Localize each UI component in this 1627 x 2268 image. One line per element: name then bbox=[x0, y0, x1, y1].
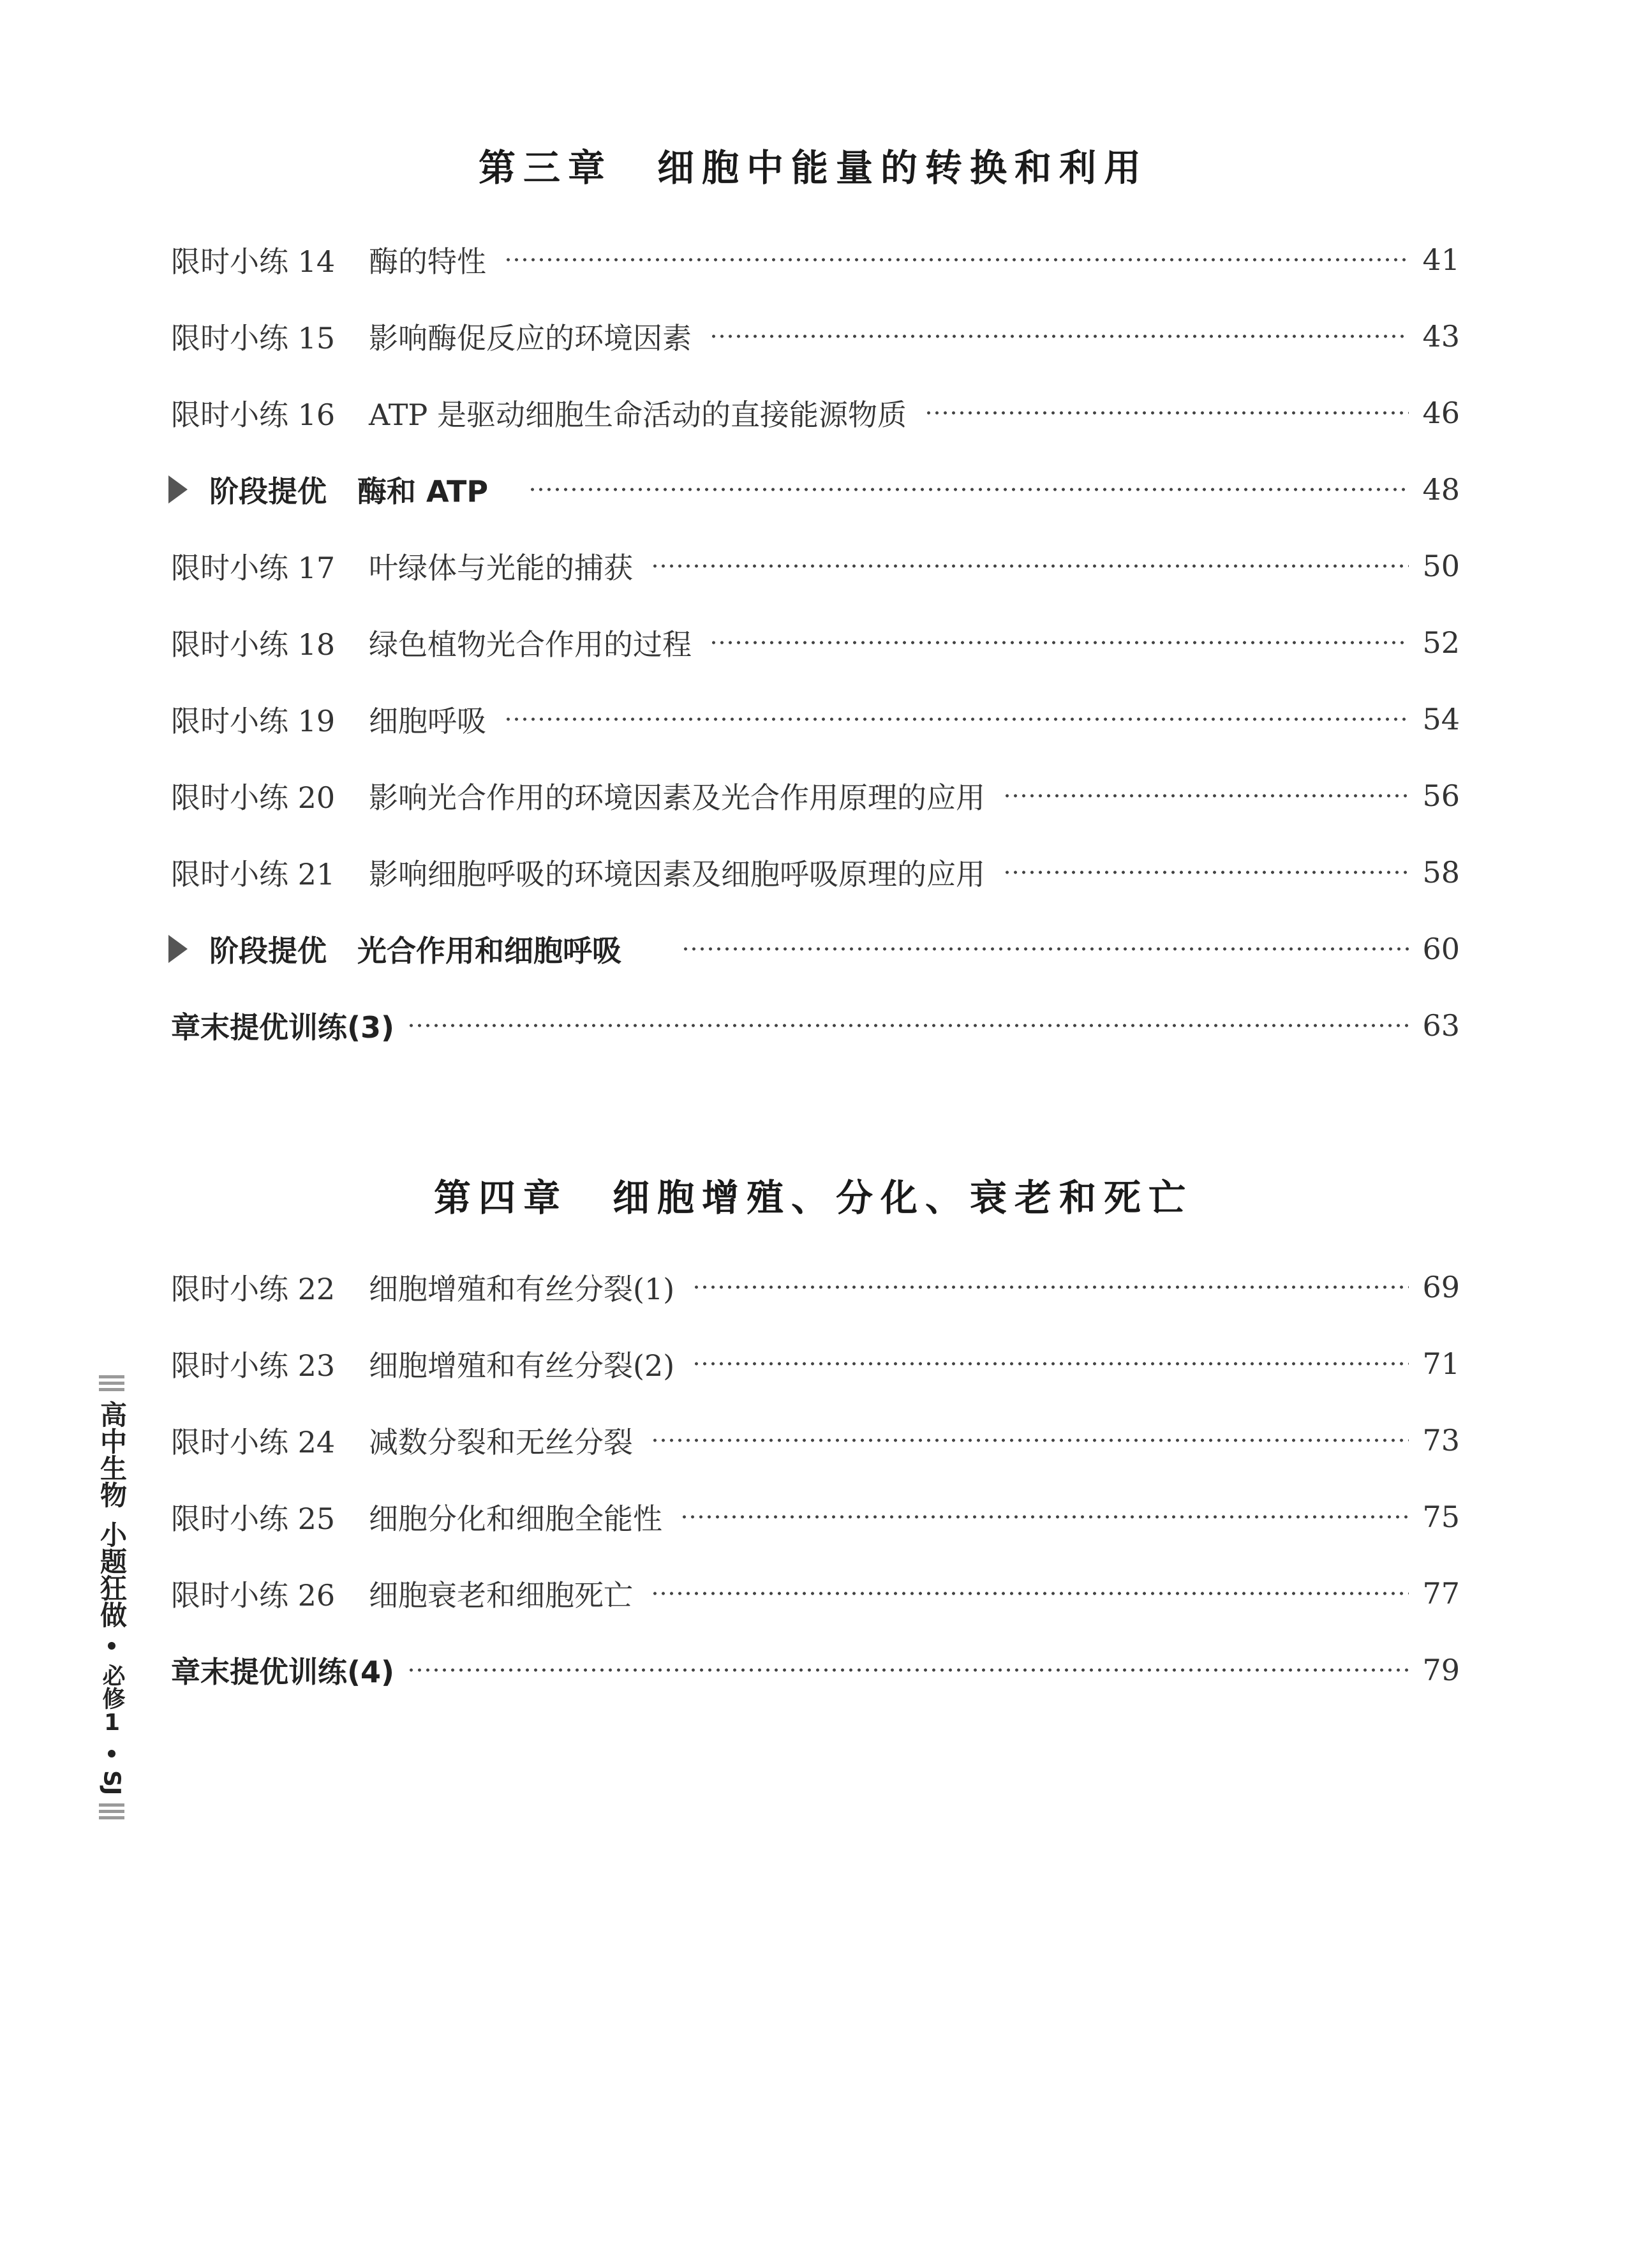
toc-entry[interactable] bbox=[171, 1341, 1460, 1386]
entry-page: 43 bbox=[1422, 319, 1460, 354]
entry-title: 细胞增殖和有丝分裂(1) bbox=[369, 1272, 675, 1306]
toc-entry[interactable] bbox=[171, 1418, 1460, 1463]
entry-title: 影响酶促反应的环境因素 bbox=[369, 321, 692, 355]
entry-title: 绿色植物光合作用的过程 bbox=[369, 627, 692, 662]
leader-dots bbox=[651, 1438, 1409, 1442]
leader-dots bbox=[407, 1668, 1409, 1672]
entry-title: ATP 是驱动细胞生命活动的直接能源物质 bbox=[369, 398, 907, 432]
entry-number: 限时小练 20 bbox=[171, 780, 336, 815]
entry-page: 58 bbox=[1422, 855, 1460, 890]
triangle-marker-icon bbox=[168, 475, 188, 504]
toc-entry-review[interactable] bbox=[171, 1003, 1460, 1048]
toc-entry[interactable] bbox=[171, 1495, 1460, 1539]
entry-number: 限时小练 23 bbox=[171, 1348, 336, 1383]
entry-title: 酶的特性 bbox=[369, 244, 486, 279]
entry-number: 限时小练 25 bbox=[171, 1502, 336, 1536]
leader-dots bbox=[709, 334, 1409, 338]
entry-number: 限时小练 17 bbox=[171, 551, 336, 585]
entry-page: 56 bbox=[1422, 779, 1460, 813]
entry-number: 限时小练 14 bbox=[171, 244, 336, 279]
entry-page: 54 bbox=[1422, 702, 1460, 736]
toc-entry[interactable] bbox=[171, 773, 1460, 818]
stage-tag: 阶段提优 bbox=[209, 934, 327, 968]
entry-page: 60 bbox=[1422, 932, 1460, 966]
triangle-marker-icon bbox=[168, 935, 188, 963]
entry-page: 75 bbox=[1422, 1500, 1460, 1534]
edition-label: SJ bbox=[98, 1770, 125, 1796]
leader-dots bbox=[528, 488, 1409, 491]
entry-page: 77 bbox=[1422, 1576, 1460, 1611]
entry-page: 52 bbox=[1422, 625, 1460, 660]
entry-page: 79 bbox=[1422, 1653, 1460, 1687]
toc-entry[interactable] bbox=[171, 237, 1460, 282]
leader-dots bbox=[504, 258, 1409, 262]
subject-label: 高中生物 bbox=[96, 1401, 128, 1508]
entry-title: 酶和 ATP bbox=[357, 474, 489, 509]
entry-number: 限时小练 19 bbox=[171, 704, 336, 738]
leader-dots bbox=[407, 1024, 1409, 1027]
decorative-bars bbox=[99, 1800, 124, 1823]
entry-title: 光合作用和细胞呼吸 bbox=[357, 934, 621, 968]
toc-entry-review[interactable] bbox=[171, 1648, 1460, 1692]
side-brand bbox=[96, 1372, 128, 1823]
entry-title: 细胞衰老和细胞死亡 bbox=[369, 1578, 633, 1613]
decorative-bars bbox=[99, 1372, 124, 1394]
entry-number: 限时小练 16 bbox=[171, 398, 336, 432]
leader-dots bbox=[651, 564, 1409, 568]
toc-entry[interactable] bbox=[171, 1571, 1460, 1616]
entry-title: 减数分裂和无丝分裂 bbox=[369, 1425, 633, 1459]
entry-page: 41 bbox=[1422, 242, 1460, 277]
entry-page: 69 bbox=[1422, 1270, 1460, 1304]
entry-title: 叶绿体与光能的捕获 bbox=[369, 551, 633, 585]
entry-page: 63 bbox=[1422, 1008, 1460, 1043]
leader-dots bbox=[680, 1515, 1409, 1519]
separator-dot bbox=[108, 1750, 115, 1757]
toc-entry[interactable] bbox=[171, 544, 1460, 588]
entry-page: 50 bbox=[1422, 549, 1460, 583]
chapter-3-title: 第三章 细胞中能量的转换和利用 bbox=[478, 146, 1148, 190]
entry-number: 限时小练 24 bbox=[171, 1425, 336, 1459]
leader-dots bbox=[681, 947, 1409, 951]
entry-number: 限时小练 22 bbox=[171, 1272, 336, 1306]
toc-entry[interactable] bbox=[171, 391, 1460, 435]
leader-dots bbox=[692, 1362, 1409, 1366]
entry-title: 章末提优训练(4) bbox=[171, 1655, 395, 1689]
leader-dots bbox=[504, 717, 1409, 721]
entry-number: 限时小练 21 bbox=[171, 857, 336, 892]
leader-dots bbox=[1003, 794, 1409, 798]
entry-page: 46 bbox=[1422, 396, 1460, 430]
leader-dots bbox=[1003, 870, 1409, 874]
entry-page: 48 bbox=[1422, 472, 1460, 507]
toc-entry-stage[interactable] bbox=[171, 927, 1460, 971]
toc-entry[interactable] bbox=[171, 850, 1460, 895]
toc-entry[interactable] bbox=[171, 697, 1460, 742]
series-label: 小题狂做 bbox=[96, 1521, 128, 1628]
chapter-4-title: 第四章 细胞增殖、分化、衰老和死亡 bbox=[433, 1176, 1193, 1220]
entry-title: 影响光合作用的环境因素及光合作用原理的应用 bbox=[369, 780, 985, 815]
stage-label bbox=[209, 927, 621, 971]
toc-entry[interactable] bbox=[171, 1265, 1460, 1309]
leader-dots bbox=[651, 1592, 1409, 1595]
leader-dots bbox=[925, 411, 1409, 415]
entry-title: 细胞呼吸 bbox=[369, 704, 486, 738]
volume-label: 必修1 bbox=[99, 1664, 125, 1736]
leader-dots bbox=[692, 1285, 1409, 1289]
separator-dot bbox=[108, 1642, 115, 1650]
entry-number: 限时小练 26 bbox=[171, 1578, 336, 1613]
entry-page: 73 bbox=[1422, 1423, 1460, 1458]
toc-entry[interactable] bbox=[171, 620, 1460, 665]
toc-entry[interactable] bbox=[171, 314, 1460, 359]
stage-tag: 阶段提优 bbox=[209, 474, 327, 509]
entry-title: 章末提优训练(3) bbox=[171, 1010, 395, 1045]
entry-page: 71 bbox=[1422, 1347, 1460, 1381]
leader-dots bbox=[709, 641, 1409, 645]
entry-title: 影响细胞呼吸的环境因素及细胞呼吸原理的应用 bbox=[369, 857, 985, 892]
entry-number: 限时小练 15 bbox=[171, 321, 336, 355]
stage-label bbox=[209, 467, 488, 512]
entry-number: 限时小练 18 bbox=[171, 627, 336, 662]
toc-entry-stage[interactable] bbox=[171, 467, 1460, 512]
entry-title: 细胞分化和细胞全能性 bbox=[369, 1502, 662, 1536]
entry-title: 细胞增殖和有丝分裂(2) bbox=[369, 1348, 675, 1383]
